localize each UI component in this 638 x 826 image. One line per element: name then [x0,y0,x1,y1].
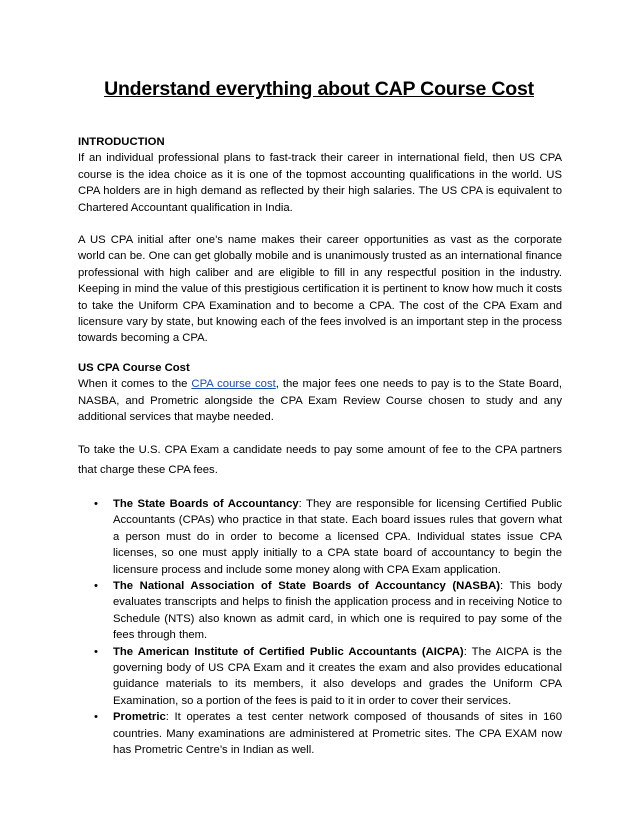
list-item [94,578,562,644]
list-item-term: The National Association of State Boards of Accountancy (NASBA) [113,580,501,593]
fee-partner-list [94,496,562,759]
cost-section [78,360,562,480]
bullet-icon: • [94,580,98,593]
list-item-text: : The AICPA is the governing body of US CPA Exam and it creates the exam and also provides educational guidance materials to its members, it also develops and grades the Uniform CPA Examination, so a portion of the fees is paid to it in order to cover their services. [113,645,562,707]
cpa-course-cost-link[interactable]: CPA course cost [191,378,276,391]
list-item [94,709,562,758]
bullet-icon: • [94,711,98,724]
intro-paragraph-1: If an individual professional plans to fast-track their career in international field, then US CPA course is the idea choice as it is one of the topmost accounting qualifications in the world. US CPA holders are in high demand as reflected by their high salaries. The US CPA is equivalent to Chartered Accountant qualification in India. [78,152,562,214]
list-item-text: : It operates a test center network composed of thousands of sites in 160 countries. Many examinations are administered at Prometric sites. The CPA EXAM now has Prometric Centre’s in Indian as well. [113,711,562,757]
cost-paragraph-1 [78,376,562,425]
intro-paragraph-2: A US CPA initial after one’s name makes their career opportunities as vast as the corporate world can be. One can get globally mobile and is unanimously trusted as an international finance professional with high caliber and are eligible to fill in any respectful position in the industry. Keeping in mind the value of this prestigious certification it is pertinent to know how much it costs to take the Uniform CPA Examination and to become a CPA. The cost of the CPA Exam and licensure vary by state, but knowing each of the fees involved is an important step in the process towards becoming a CPA. [78,234,562,345]
bullet-icon: • [94,645,98,658]
list-item-term: The American Institute of Certified Public Accountants (AICPA) [113,645,464,658]
list-item [94,644,562,710]
list-item-text: : This body evaluates transcripts and helps to finish the application process and in receiving Notice to Schedule (NTS) also known as admit card, in which one is required to pay some of the fees through them. [113,580,562,642]
cost-paragraph-2: To take the U.S. CPA Exam a candidate needs to pay some amount of fee to the CPA partners that charge these CPA fees. [78,443,562,476]
intro-section [78,134,562,347]
cost-heading: US CPA Course Cost [78,362,190,374]
list-item-term: Prometric [113,711,166,724]
cost-text-after-link: , the major fees one needs to pay is to the State Board, NASBA, and Prometric alongside the CPA Exam Review Course chosen to study and any additional services that maybe needed. [78,378,562,424]
cost-text-before-link: When it comes to the [78,378,192,391]
list-item [94,496,562,578]
bullet-icon: • [94,498,98,510]
list-item-text: : They are responsible for licensing Certified Public Accountants (CPAs) who practice in that state. Each board issues rules that govern what a person must do in order to become a licensed CPA. Individual states issue CPA licenses, so one must apply initially to a CPA state board of accountancy to begin the licensure process and include some money along with CPA Exam application. [113,498,562,576]
list-item-term: The State Boards of Accountancy [113,498,299,510]
page-title: Understand everything about CAP Course Cost [104,78,534,100]
intro-heading: INTRODUCTION [78,136,165,148]
